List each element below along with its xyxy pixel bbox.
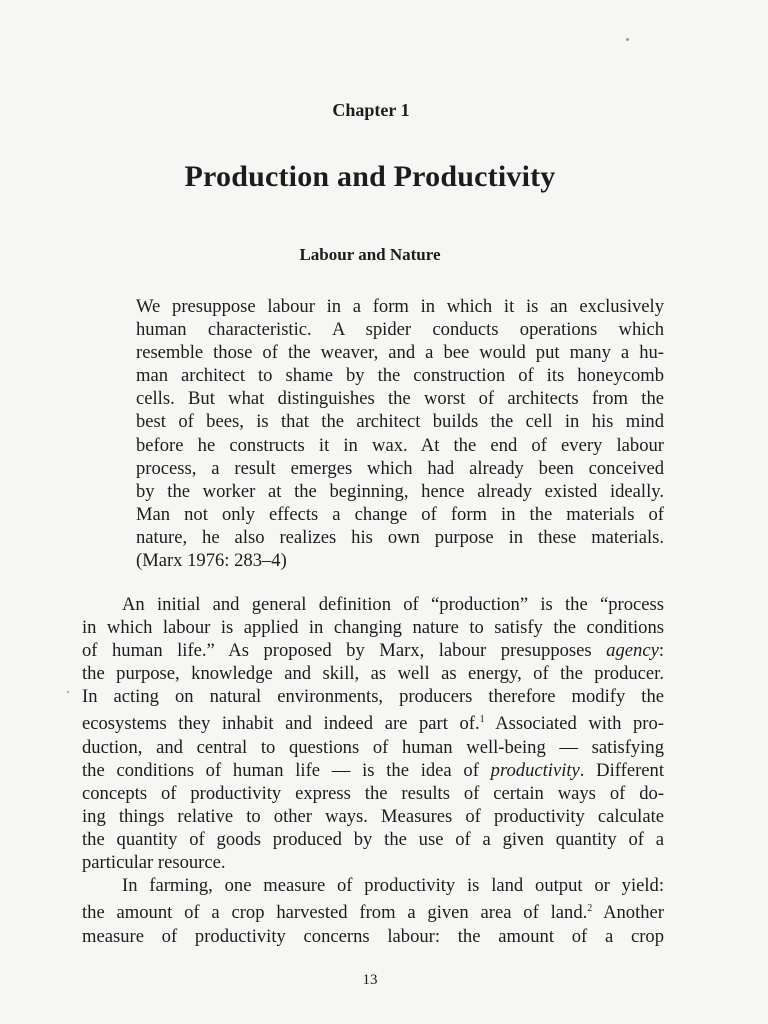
paragraph-line: measure of productivity concerns labour: the amount of a crop bbox=[82, 925, 664, 947]
quote-line: human characteristic. A spider conducts operations which bbox=[136, 319, 664, 341]
paragraph-line: ecosystems they inhabit and indeed are part of.$^1$ Associated with pro- bbox=[82, 713, 664, 735]
section-heading: Labour and Nature bbox=[299, 245, 441, 264]
footnote-ref-1: 1 bbox=[479, 714, 485, 726]
quote-citation: (Marx 1976: 283–4) bbox=[136, 550, 287, 572]
emphasis-productivity: productivity bbox=[490, 759, 580, 781]
quote-line: best of bees, is that the architect builds the cell in his mind bbox=[136, 411, 664, 433]
scan-speck bbox=[67, 691, 69, 693]
quote-line: We presuppose labour in a form in which it is an exclusively bbox=[136, 296, 664, 317]
paragraph-line: the purpose, knowledge and skill, as well as energy, of the producer. bbox=[82, 663, 664, 685]
quote-line: before he constructs it in wax. At the end of every labour bbox=[136, 434, 664, 456]
emphasis-agency: agency bbox=[606, 640, 659, 662]
quote-line: by the worker at the beginning, hence already existed ideally. bbox=[136, 480, 664, 502]
footnote-ref-2: 2 bbox=[587, 903, 593, 915]
quote-line: nature, he also realizes his own purpose in these materials. bbox=[136, 526, 664, 548]
paragraph-line: concepts of productivity express the results of certain ways of do- bbox=[82, 782, 664, 804]
paragraph-line: ing things relative to other ways. Measures of productivity calculate bbox=[82, 806, 664, 828]
paragraph-line: of human life.” As proposed by Marx, labour presupposes agency: bbox=[82, 640, 664, 662]
block-quote bbox=[136, 295, 664, 572]
chapter-title: Production and Productivity bbox=[184, 160, 556, 193]
quote-line: process, a result emerges which had already been conceived bbox=[136, 457, 664, 479]
paragraph-line: An initial and general definition of “production” is the “process bbox=[122, 594, 664, 615]
scan-speck bbox=[626, 38, 629, 41]
quote-line: Man not only effects a change of form in the materials of bbox=[136, 503, 664, 525]
quote-line: man architect to shame by the construction of its honeycomb bbox=[136, 365, 664, 387]
paragraph-line: In farming, one measure of productivity is land output or yield: bbox=[122, 875, 664, 897]
paragraph-line: duction, and central to questions of human well-being — satisfying bbox=[82, 736, 664, 758]
quote-line: cells. But what distinguishes the worst of architects from the bbox=[136, 388, 664, 410]
paragraph-line: the conditions of human life — is the idea of productivity. Different bbox=[82, 759, 664, 781]
paragraph-line: the amount of a crop harvested from a given area of land.$^2$ Another bbox=[82, 902, 664, 924]
paragraph-line: particular resource. bbox=[82, 852, 226, 874]
chapter-label: Chapter 1 bbox=[332, 100, 410, 120]
quote-line: resemble those of the weaver, and a bee would put many a hu- bbox=[136, 342, 664, 364]
paragraph-line: In acting on natural environments, producers therefore modify the bbox=[82, 686, 664, 708]
paragraph-line: in which labour is applied in changing nature to satisfy the conditions bbox=[82, 617, 664, 639]
page-number: 13 bbox=[362, 972, 378, 988]
paragraph-line: the quantity of goods produced by the use of a given quantity of a bbox=[82, 829, 664, 851]
body-text bbox=[82, 593, 664, 948]
